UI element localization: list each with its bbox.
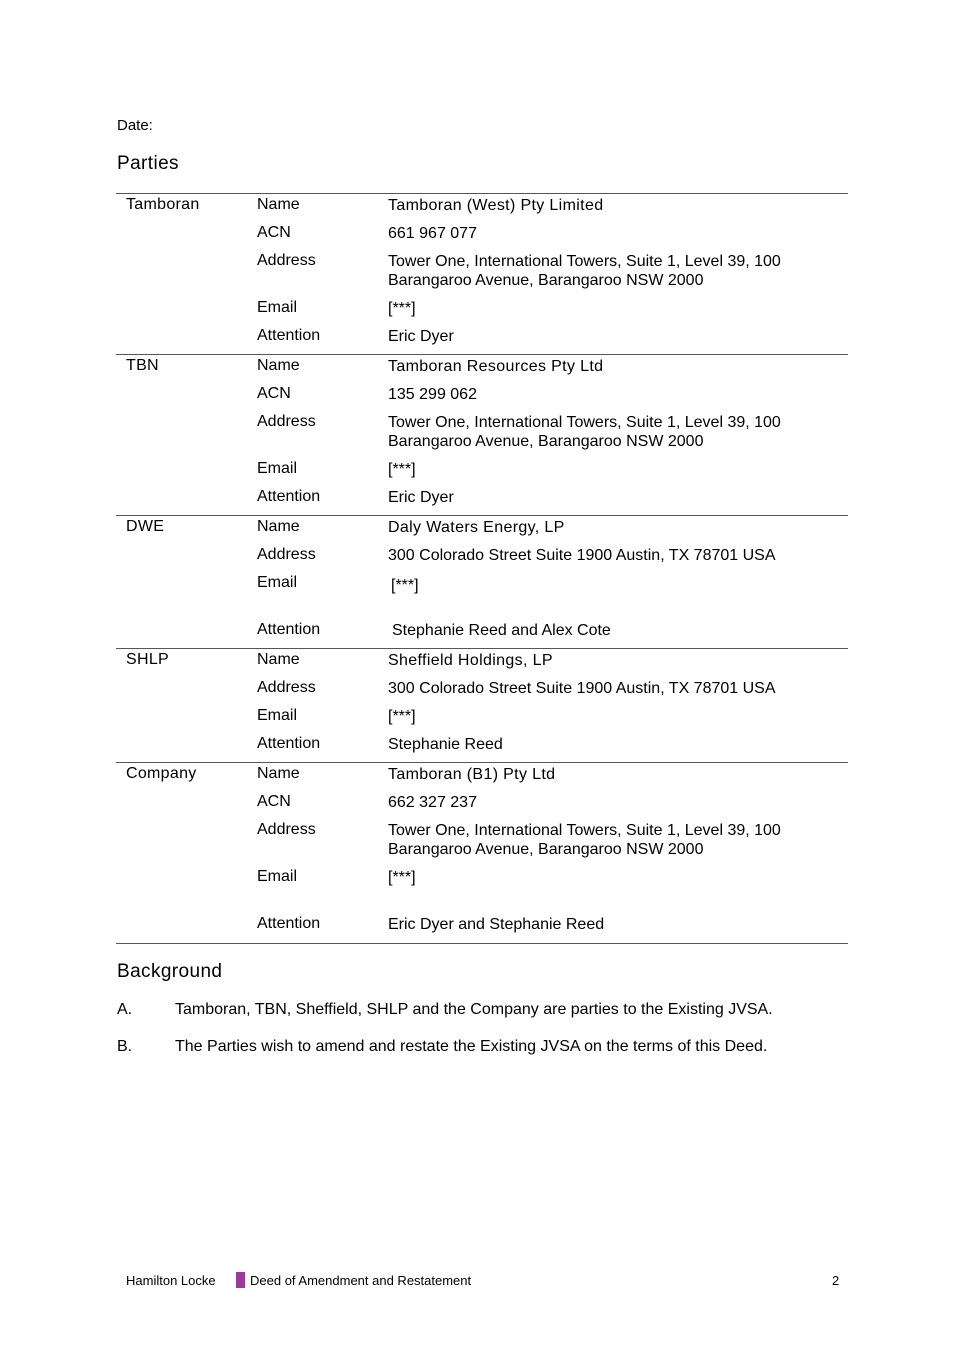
party-block-shlp [116,648,848,763]
row-value: 300 Colorado Street Suite 1900 Austin, TX 78701 USA [388,680,776,697]
item-text: Tamboran, TBN, Sheffield, SHLP and the Company are parties to the Existing JVSA. [175,1001,773,1018]
row-value: Eric Dyer [388,489,454,506]
row-value: [***] [388,300,416,317]
row-label: ACN [257,793,291,810]
row-value: Sheffield Holdings, LP [388,652,553,669]
party-block-company [116,762,848,944]
party-block-tbn [116,354,848,516]
row-label: Email [257,574,298,591]
party-block-dwe [116,515,848,649]
item-number: B. [117,1038,133,1055]
row-label: Name [257,357,300,374]
parties-heading: Parties [117,153,179,174]
row-value: Tamboran Resources Pty Ltd [388,358,604,375]
party-short-name: TBN [126,357,159,374]
row-value: 662 327 237 [388,794,477,811]
row-label: Email [257,707,298,724]
row-value: Stephanie Reed [388,736,503,753]
row-value: Tamboran (West) Pty Limited [388,197,604,214]
row-value: 300 Colorado Street Suite 1900 Austin, TX 78701 USA [388,547,776,564]
party-short-name: SHLP [126,651,169,668]
footer-document-title: Deed of Amendment and Restatement [250,1273,472,1288]
row-label: Attention [257,327,321,344]
row-value: Stephanie Reed and Alex Cote [392,622,611,639]
row-label: Address [257,679,316,696]
row-label: Name [257,518,300,535]
footer-accent-mark [236,1272,245,1288]
footer-firm-name: Hamilton Locke [126,1273,216,1288]
row-value: [***] [388,708,416,725]
row-label: Email [257,460,298,477]
row-value: Tower One, International Towers, Suite 1, Level 39, 100 Barangaroo Avenue, Barangaroo NSW 2000 [388,414,781,450]
party-short-name: DWE [126,518,165,535]
item-number: A. [117,1001,133,1018]
row-value: Daly Waters Energy, LP [388,519,565,536]
party-block-tamboran [116,193,848,355]
item-text: The Parties wish to amend and restate the Existing JVSA on the terms of this Deed. [175,1038,768,1055]
footer-page-number: 2 [832,1273,840,1288]
row-label: ACN [257,224,291,241]
row-value: Tower One, International Towers, Suite 1, Level 39, 100 Barangaroo Avenue, Barangaroo NSW 2000 [388,253,781,289]
row-label: Address [257,413,316,430]
party-short-name: Tamboran [126,196,200,213]
background-heading: Background [117,961,223,982]
row-label: Attention [257,621,321,638]
row-label: Name [257,196,300,213]
row-label: Name [257,765,300,782]
row-label: Attention [257,735,321,752]
party-short-name: Company [126,765,197,782]
date-label: Date: [117,117,153,134]
row-value: Tamboran (B1) Pty Ltd [388,766,556,783]
row-label: ACN [257,385,291,402]
row-label: Address [257,546,316,563]
row-label: Attention [257,488,321,505]
row-value: 661 967 077 [388,225,477,242]
row-value: Tower One, International Towers, Suite 1, Level 39, 100 Barangaroo Avenue, Barangaroo NSW 2000 [388,822,781,858]
row-value: 135 299 062 [388,386,477,403]
row-value: [***] [388,461,416,478]
row-value: Eric Dyer and Stephanie Reed [388,916,605,933]
row-label: Attention [257,915,321,932]
row-label: Email [257,299,298,316]
row-value: Eric Dyer [388,328,454,345]
row-label: Name [257,651,300,668]
row-label: Address [257,821,316,838]
row-value: [***] [391,577,419,594]
row-label: Email [257,868,298,885]
row-label: Address [257,252,316,269]
row-value: [***] [388,869,416,886]
